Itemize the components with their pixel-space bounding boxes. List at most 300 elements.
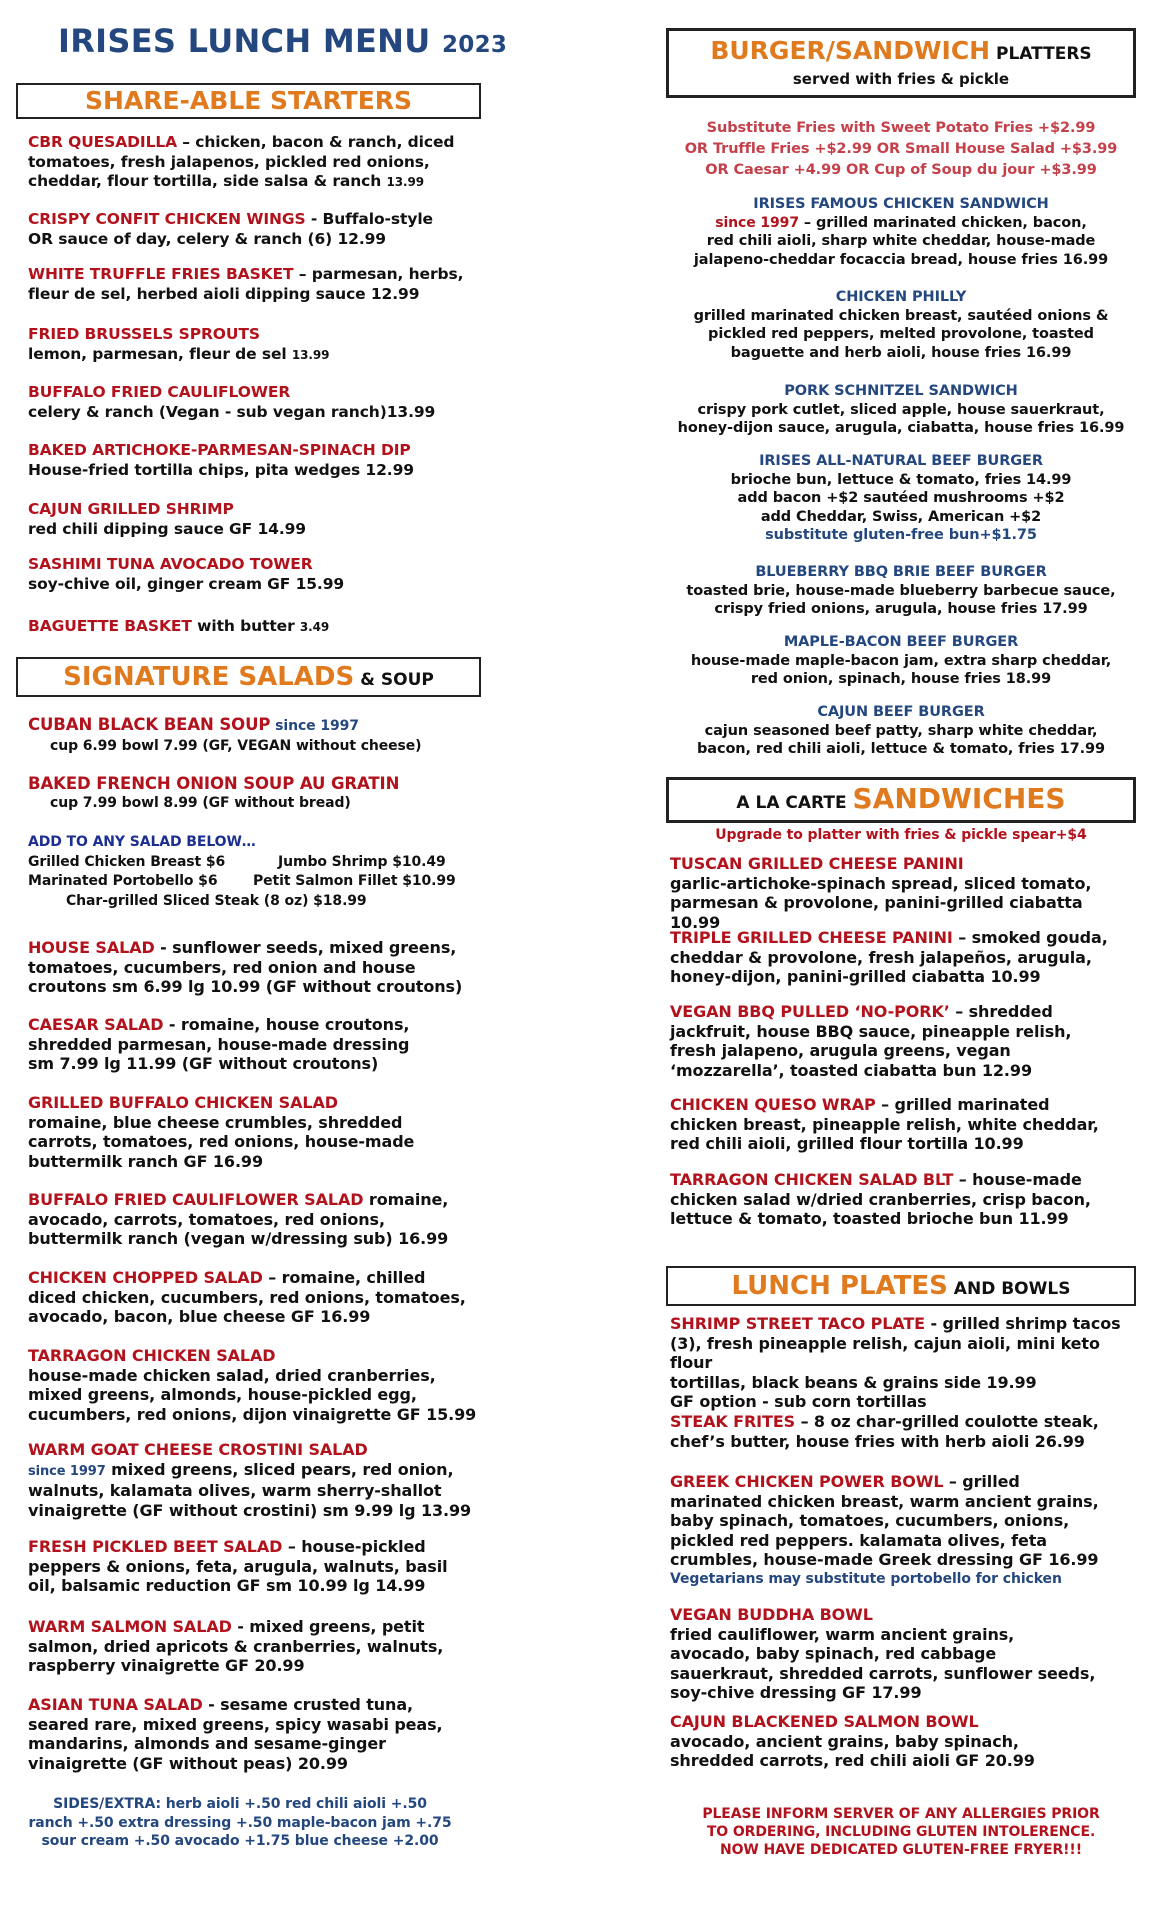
soup-item [28, 715, 468, 756]
item-desc-line [670, 1041, 1135, 1061]
allergy-line: NOW HAVE DEDICATED GLUTEN-FREE FRYER!!! [719, 1842, 1083, 1858]
salad-item [28, 1268, 478, 1327]
add-option: Marinated Portobello $6 [28, 873, 218, 889]
item-desc: avocado, bacon, blue cheese GF 16.99 [28, 1307, 371, 1326]
item-desc-line [670, 1190, 1135, 1210]
sandwich-item [670, 1002, 1135, 1080]
item-desc-line [28, 1152, 478, 1172]
item-name: STEAK FRITES [670, 1412, 796, 1431]
plate-item [670, 1412, 1135, 1451]
add-option: Char-grilled Sliced Steak (8 oz) $18.99 [66, 892, 367, 909]
burger-item [666, 633, 1136, 689]
item-desc-line [28, 1754, 478, 1774]
burger-item [666, 288, 1136, 362]
sides-line: sour cream +.50 avocado +1.75 blue cheese +2.00 [41, 1833, 439, 1849]
burger-item [666, 382, 1136, 438]
item-desc: cheddar & provolone, fresh jalapeños, arugula, [670, 947, 1092, 967]
item-desc-line [670, 1432, 1135, 1452]
item-desc-line [28, 1385, 478, 1405]
item-name: WARM SALMON SALAD [28, 1617, 232, 1636]
item-desc-line [28, 1460, 478, 1482]
item-desc-line [666, 600, 1136, 619]
item-desc: tomatoes, cucumbers, red onion and house [28, 957, 416, 977]
item-desc-line [28, 1307, 478, 1327]
item-desc: carrots, tomatoes, red onions, house-made [28, 1132, 415, 1151]
item-name: IRISES ALL-NATURAL BEEF BURGER [759, 453, 1043, 469]
add-heading: ADD TO ANY SALAD BELOW… [28, 834, 256, 850]
item-desc: fresh jalapeno, arugula greens, vegan [670, 1041, 1011, 1060]
item-desc-line [28, 1734, 478, 1754]
item-desc: – grilled [943, 1472, 1020, 1491]
item-name: WHITE TRUFFLE FRIES BASKET [28, 265, 294, 283]
item-name: VEGAN BBQ PULLED ‘NO-PORK’ [670, 1002, 950, 1021]
burger-item [666, 703, 1136, 759]
item-name: BAKED ARTICHOKE-PARMESAN-SPINACH DIP [28, 441, 411, 459]
sandwich-item [670, 854, 1135, 932]
sandwich-item [670, 928, 1135, 987]
item-name: GRILLED BUFFALO CHICKEN SALAD [28, 1093, 338, 1112]
item-desc-line [28, 1481, 478, 1501]
item-desc-line [666, 652, 1136, 671]
burgers-heading-text: BURGER/SANDWICH [710, 36, 991, 65]
item-desc: cup 7.99 bowl 8.99 (GF without bread) [50, 794, 351, 811]
item-price: 13.99 [386, 175, 424, 189]
allergy-notice [666, 1805, 1136, 1859]
burgers-heading [666, 28, 1136, 98]
item-desc: house-made maple-bacon jam, extra sharp cheddar, [690, 652, 1112, 669]
item-name: CAESAR SALAD [28, 1015, 164, 1034]
item-desc: – house-pickled [282, 1537, 426, 1556]
item-desc-line [28, 1288, 478, 1308]
item-name: CHICKEN CHOPPED SALAD [28, 1268, 263, 1287]
item-name-line [28, 265, 478, 285]
item-desc: soy-chive oil, ginger cream GF 15.99 [28, 574, 345, 593]
item-desc-line [670, 1511, 1135, 1531]
item-name-line [28, 617, 478, 638]
item-name: BAKED FRENCH ONION SOUP AU GRATIN [28, 774, 400, 793]
item-name-line [28, 1440, 478, 1460]
item-desc-line [666, 471, 1136, 490]
item-desc-line [670, 967, 1135, 987]
sub-line: OR Truffle Fries +$2.99 OR Small House Salad +$3.99 [684, 141, 1118, 157]
item-name-line [28, 1015, 478, 1035]
plates-heading [666, 1266, 1136, 1306]
item-name-line [670, 1605, 1135, 1625]
item-name: TRIPLE GRILLED CHEESE PANINI [670, 928, 953, 947]
allergy-line: TO ORDERING, INCLUDING GLUTEN INTOLERENCE. [706, 1824, 1096, 1840]
item-name: BAGUETTE BASKET [28, 617, 192, 635]
salads-heading-suffix: & SOUP [354, 670, 434, 690]
item-desc: red chili aioli, sharp white cheddar, house-made [706, 233, 1096, 249]
item-desc: cajun seasoned beef patty, sharp white cheddar, [704, 722, 1098, 739]
salad-item [28, 1537, 478, 1596]
item-desc: – romaine, chilled [262, 1268, 426, 1287]
plate-item [670, 1712, 1135, 1771]
plate-item [670, 1605, 1135, 1703]
substitutions [666, 118, 1136, 181]
item-desc: - mixed greens, petit [231, 1617, 425, 1636]
item-desc: garlic-artichoke-spinach spread, sliced tomato, [670, 873, 1092, 893]
item-desc-line [670, 1115, 1135, 1135]
item-name: CAJUN BLACKENED SALMON BOWL [670, 1712, 979, 1731]
item-desc-line [28, 1557, 478, 1577]
item-desc: jackfruit, house BBQ sauce, pineapple relish, [670, 1021, 1072, 1041]
item-desc: sm 7.99 lg 11.99 (GF without croutons) [28, 1054, 379, 1073]
item-desc-line [670, 874, 1135, 894]
item-desc-line [28, 1501, 478, 1521]
menu-title-text: IRISES LUNCH MENU [58, 22, 431, 60]
burgers-heading-suffix: PLATTERS [990, 44, 1092, 64]
item-desc: lettuce & tomato, toasted brioche bun 11.99 [670, 1209, 1069, 1228]
item-desc: chef’s butter, house fries with herb aioli 26.99 [670, 1431, 1085, 1451]
item-desc-line [28, 153, 478, 173]
item-desc: walnuts, kalamata olives, warm sherry-shallot [28, 1481, 442, 1500]
item-desc: baguette and herb aioli, house fries 16.99 [730, 344, 1072, 361]
item-name: CRISPY CONFIT CHICKEN WINGS [28, 210, 306, 228]
item-price: 3.49 [299, 620, 330, 634]
item-name-line [670, 1002, 1135, 1022]
add-to-salad [28, 833, 478, 911]
item-name-line [28, 441, 478, 461]
item-desc-line [670, 1209, 1135, 1229]
item-desc: (3), fresh pineapple relish, cajun aioli, mini keto flour [670, 1333, 1100, 1372]
item-desc: grilled marinated chicken breast, sautéed onions & [693, 307, 1109, 324]
item-name-line [670, 1170, 1135, 1190]
item-name: BLUEBERRY BBQ BRIE BEEF BURGER [755, 564, 1047, 580]
item-desc: fried cauliflower, warm ancient grains, [670, 1624, 1015, 1644]
item-desc: shredded carrots, red chili aioli GF 20.99 [670, 1751, 1035, 1770]
item-desc-line [670, 1134, 1135, 1154]
item-desc: House-fried tortilla chips, pita wedges 12.99 [28, 460, 414, 479]
item-desc: toasted brie, house-made blueberry barbecue sauce, [686, 582, 1116, 599]
item-desc-line [670, 1683, 1135, 1703]
allergy-line: PLEASE INFORM SERVER OF ANY ALLERGIES PRIOR [702, 1806, 1100, 1822]
item-name-line [28, 1617, 478, 1637]
starter-item [28, 500, 478, 539]
item-desc: – grilled marinated chicken, bacon, [798, 214, 1087, 231]
starter-item [28, 555, 478, 594]
starter-item [28, 617, 478, 638]
item-desc-line [28, 1576, 478, 1596]
item-name-line [670, 854, 1135, 874]
item-desc: - sesame crusted tuna, [202, 1695, 414, 1714]
item-desc-line [28, 1229, 478, 1249]
item-desc-line [28, 1366, 478, 1386]
salad-item [28, 1015, 478, 1074]
item-name: TARRAGON CHICKEN SALAD [28, 1346, 276, 1365]
salads-heading-text: SIGNATURE SALADS [63, 662, 355, 692]
starters-heading [16, 83, 481, 119]
item-desc: chicken salad w/dried cranberries, crisp bacon, [670, 1189, 1091, 1209]
item-desc-line [670, 1061, 1135, 1081]
sandwich-item [670, 1170, 1135, 1229]
item-desc: – shredded [949, 1002, 1053, 1021]
item-desc: mixed greens, almonds, house-pickled egg, [28, 1385, 417, 1404]
item-desc: cucumbers, red onions, dijon vinaigrette GF 15.99 [28, 1404, 477, 1424]
item-desc-line [666, 325, 1136, 344]
item-name-line [670, 1314, 1135, 1334]
item-desc: crispy fried onions, arugula, house fries 17.99 [714, 601, 1088, 617]
item-name: CAJUN GRILLED SHRIMP [28, 500, 234, 518]
salad-item [28, 938, 478, 997]
item-desc: romaine, blue cheese crumbles, shredded [28, 1112, 403, 1132]
item-desc: with butter [191, 617, 300, 635]
item-name-line [28, 938, 478, 958]
salad-item [28, 1346, 478, 1424]
item-desc-line [670, 1492, 1135, 1512]
item-name: PORK SCHNITZEL SANDWICH [784, 383, 1018, 399]
item-desc: substitute gluten-free bun+$1.75 [765, 527, 1037, 543]
sub-line: OR Caesar +4.99 OR Cup of Soup du jour +$3.99 [705, 162, 1097, 178]
item-price: 13.99 [291, 347, 330, 362]
item-desc: croutons sm 6.99 lg 10.99 (GF without croutons) [28, 977, 463, 996]
item-desc: cup 6.99 bowl 7.99 (GF, VEGAN without cheese) [50, 737, 422, 754]
item-name: ASIAN TUNA SALAD [28, 1695, 203, 1714]
salad-item [28, 1093, 478, 1171]
item-desc-line [666, 740, 1136, 759]
add-option: Petit Salmon Fillet $10.99 [253, 873, 456, 889]
item-name: CBR QUESADILLA [28, 133, 178, 151]
item-name-line [670, 928, 1135, 948]
burger-item [666, 452, 1136, 545]
sides-line: ranch +.50 extra dressing +.50 maple-bacon jam +.75 [28, 1814, 452, 1831]
item-name-line [28, 210, 478, 230]
salad-item [28, 1695, 478, 1773]
item-name: SASHIMI TUNA AVOCADO TOWER [28, 555, 313, 573]
sandwiches-heading-text: SANDWICHES [852, 782, 1066, 815]
item-desc: - sunflower seeds, mixed greens, [154, 938, 457, 957]
item-desc-line [666, 526, 1136, 545]
starter-item [28, 325, 478, 365]
item-name-line [28, 555, 478, 575]
item-desc-line [28, 958, 478, 978]
item-name: HOUSE SALAD [28, 938, 155, 957]
starter-item [28, 441, 478, 480]
item-desc: honey-dijon sauce, arugula, ciabatta, house fries 16.99 [677, 420, 1125, 436]
item-name: MAPLE-BACON BEEF BURGER [783, 634, 1019, 650]
item-desc-line [670, 1625, 1135, 1645]
item-desc: mandarins, almonds and sesame-ginger [28, 1734, 386, 1753]
item-desc: soy-chive dressing GF 17.99 [670, 1683, 922, 1702]
item-desc-line [670, 1334, 1135, 1373]
item-name: WARM GOAT CHEESE CROSTINI SALAD [28, 1440, 368, 1459]
item-name: BUFFALO FRIED CAULIFLOWER SALAD [28, 1190, 364, 1209]
item-desc-line [670, 1644, 1135, 1664]
item-desc-line [666, 419, 1136, 438]
item-desc-line [666, 232, 1136, 251]
item-desc: tortillas, black beans & grains side 19.99 [670, 1372, 1037, 1392]
sandwiches-heading-prefix: A LA CARTE [736, 793, 853, 813]
item-name: VEGAN BUDDHA BOWL [670, 1605, 873, 1624]
item-name: TUSCAN GRILLED CHEESE PANINI [670, 854, 964, 873]
item-name-line [28, 325, 478, 345]
item-desc: cheddar, flour tortilla, side salsa & ranch [28, 172, 387, 190]
item-desc-line [28, 977, 478, 997]
item-desc: diced chicken, cucumbers, red onions, tomatoes, [28, 1287, 466, 1307]
item-desc: OR sauce of day, celery & ranch (6) 12.99 [28, 229, 386, 248]
item-since: since 1997 [715, 214, 799, 231]
menu-title [58, 22, 507, 60]
item-desc: parmesan & provolone, panini-grilled ciabatta 10.99 [670, 893, 1083, 932]
item-desc: honey-dijon, panini-grilled ciabatta 10.99 [670, 967, 1041, 986]
item-desc-line [666, 670, 1136, 689]
item-name: BUFFALO FRIED CAULIFLOWER [28, 383, 291, 401]
item-desc-line [28, 230, 478, 250]
menu-year: 2023 [442, 32, 508, 58]
item-desc: jalapeno-cheddar focaccia bread, house fries 16.99 [693, 251, 1109, 268]
item-desc: avocado, carrots, tomatoes, red onions, [28, 1209, 385, 1229]
item-desc: pickled red peppers. kalamata olives, feta [670, 1530, 1047, 1550]
item-desc: tomatoes, fresh jalapenos, pickled red onions, [28, 152, 430, 171]
add-option: Grilled Chicken Breast $6 [28, 853, 226, 870]
add-option: Jumbo Shrimp $10.49 [278, 853, 446, 870]
item-desc: marinated chicken breast, warm ancient grains, [670, 1491, 1099, 1511]
item-desc: – smoked gouda, [952, 928, 1108, 947]
item-desc: - romaine, house croutons, [163, 1015, 410, 1034]
item-desc: chicken breast, pineapple relish, white cheddar, [670, 1114, 1099, 1134]
sandwich-item [670, 1095, 1135, 1154]
item-name-line [28, 1695, 478, 1715]
item-desc: - grilled shrimp tacos [924, 1314, 1121, 1333]
item-desc: house-made chicken salad, dried cranberries, [28, 1365, 436, 1385]
item-desc-line [28, 285, 478, 305]
item-desc-line [670, 1732, 1135, 1752]
soup-item [28, 774, 468, 813]
item-name: FRESH PICKLED BEET SALAD [28, 1537, 283, 1556]
item-since: since 1997 [270, 718, 359, 734]
item-desc: – house-made [953, 1170, 1082, 1189]
item-name-line [28, 1537, 478, 1557]
item-desc: buttermilk ranch (vegan w/dressing sub) 16.99 [28, 1229, 449, 1248]
item-name: CUBAN BLACK BEAN SOUP [28, 715, 271, 734]
item-since: since 1997 [28, 1463, 106, 1479]
item-desc-line [666, 489, 1136, 508]
item-desc: avocado, ancient grains, baby spinach, [670, 1731, 1019, 1751]
starter-item [28, 383, 478, 422]
item-name-line [670, 1472, 1135, 1492]
salad-item [28, 1190, 478, 1249]
item-desc: GF option - sub corn tortillas [670, 1392, 927, 1411]
item-desc: red chili dipping sauce GF 14.99 [28, 519, 306, 538]
item-desc-line [28, 1035, 478, 1055]
starter-item [28, 210, 478, 249]
item-desc: brioche bun, lettuce & tomato, fries 14.99 [730, 471, 1072, 488]
sides-line: SIDES/EXTRA: herb aioli +.50 red chili aioli +.50 [53, 1796, 427, 1812]
starter-item [28, 133, 478, 193]
item-name-line [28, 1346, 478, 1366]
plate-item [670, 1472, 1135, 1589]
item-desc-line [28, 575, 478, 595]
item-desc: – grilled marinated [875, 1095, 1050, 1114]
item-desc-line [28, 1637, 478, 1657]
item-desc: vinaigrette (GF without peas) 20.99 [28, 1753, 348, 1773]
item-name-line [28, 133, 478, 153]
item-desc: fleur de sel, herbed aioli dipping sauce 12.99 [28, 284, 420, 303]
item-desc-line [670, 1664, 1135, 1684]
sandwiches-heading [666, 777, 1136, 823]
item-name: CHICKEN PHILLY [835, 289, 967, 305]
item-desc: add bacon +$2 sautéed mushrooms +$2 [737, 490, 1065, 506]
item-desc-line [666, 214, 1136, 233]
item-desc-line [28, 1054, 478, 1074]
item-name: CHICKEN QUESO WRAP [670, 1095, 876, 1114]
item-desc-line [666, 508, 1136, 527]
item-desc: shredded parmesan, house-made dressing [28, 1034, 410, 1054]
item-desc: - Buffalo-style [305, 210, 433, 228]
item-desc-line [670, 1531, 1135, 1551]
upgrade-note: Upgrade to platter with fries & pickle spear+$4 [715, 827, 1087, 843]
plates-heading-suffix: AND BOWLS [947, 1279, 1071, 1299]
item-desc: pickled red peppers, melted provolone, toasted [708, 326, 1094, 342]
item-desc: red onion, spinach, house fries 18.99 [750, 671, 1052, 687]
item-desc: red chili aioli, grilled flour tortilla 10.99 [670, 1134, 1024, 1153]
item-desc-line [666, 251, 1136, 270]
item-name: FRIED BRUSSELS SPROUTS [28, 325, 260, 343]
burger-item [666, 195, 1136, 269]
item-desc: romaine, [363, 1190, 449, 1209]
item-desc: peppers & onions, feta, arugula, walnuts, basil [28, 1556, 448, 1576]
salad-item [28, 1617, 478, 1676]
item-desc-line [670, 948, 1135, 968]
item-desc: bacon, red chili aioli, lettuce & tomato, fries 17.99 [696, 741, 1105, 757]
item-desc: add Cheddar, Swiss, American +$2 [760, 508, 1042, 525]
item-desc: ‘mozzarella’, toasted ciabatta bun 12.99 [670, 1060, 1032, 1080]
item-desc-line [28, 403, 478, 423]
item-desc: raspberry vinaigrette GF 20.99 [28, 1656, 305, 1675]
item-desc-line [666, 582, 1136, 601]
item-name-line [670, 1412, 1135, 1432]
item-desc: crispy pork cutlet, sliced apple, house sauerkraut, [697, 401, 1105, 418]
item-desc-line [28, 1656, 478, 1676]
item-desc-line [28, 172, 478, 193]
item-name: CAJUN BEEF BURGER [817, 704, 985, 720]
item-name-line [28, 383, 478, 403]
item-name-line [670, 1095, 1135, 1115]
item-desc: buttermilk ranch GF 16.99 [28, 1151, 264, 1171]
item-desc-line [28, 1113, 478, 1133]
sub-line: Substitute Fries with Sweet Potato Fries +$2.99 [706, 120, 1096, 136]
item-desc-line [28, 1405, 478, 1425]
item-desc-line [670, 1373, 1135, 1393]
item-name-line [28, 1268, 478, 1288]
item-desc-line [670, 1751, 1135, 1771]
item-name-line [28, 1093, 478, 1113]
item-desc: avocado, baby spinach, red cabbage [670, 1644, 997, 1663]
item-desc: celery & ranch (Vegan - sub vegan ranch)13.99 [28, 402, 436, 421]
item-desc-line [670, 893, 1135, 932]
item-desc-line [28, 1715, 478, 1735]
item-desc-line [28, 1210, 478, 1230]
item-desc-line [28, 520, 478, 540]
item-desc: vinaigrette (GF without crostini) sm 9.99 lg 13.99 [28, 1500, 472, 1520]
salad-item [28, 1440, 478, 1520]
item-name: TARRAGON CHICKEN SALAD BLT [670, 1170, 954, 1189]
burgers-subheading: served with fries & pickle [792, 70, 1010, 88]
item-desc-line [666, 344, 1136, 363]
item-desc: sauerkraut, shredded carrots, sunflower seeds, [670, 1663, 1096, 1683]
item-desc: salmon, dried apricots & cranberries, walnuts, [28, 1636, 444, 1656]
burger-item [666, 563, 1136, 619]
item-desc: mixed greens, sliced pears, red onion, [105, 1459, 454, 1479]
item-desc: – chicken, bacon & ranch, diced [177, 133, 455, 151]
item-name: SHRIMP STREET TACO PLATE [670, 1314, 925, 1333]
item-note: Vegetarians may substitute portobello for chicken [670, 1570, 1062, 1587]
item-desc: oil, balsamic reduction GF sm 10.99 lg 14.99 [28, 1576, 426, 1595]
item-name: GREEK CHICKEN POWER BOWL [670, 1472, 944, 1491]
item-name-line [670, 1712, 1135, 1732]
item-desc: lemon, parmesan, fleur de sel [28, 344, 292, 363]
item-desc: – parmesan, herbs, [293, 265, 464, 283]
